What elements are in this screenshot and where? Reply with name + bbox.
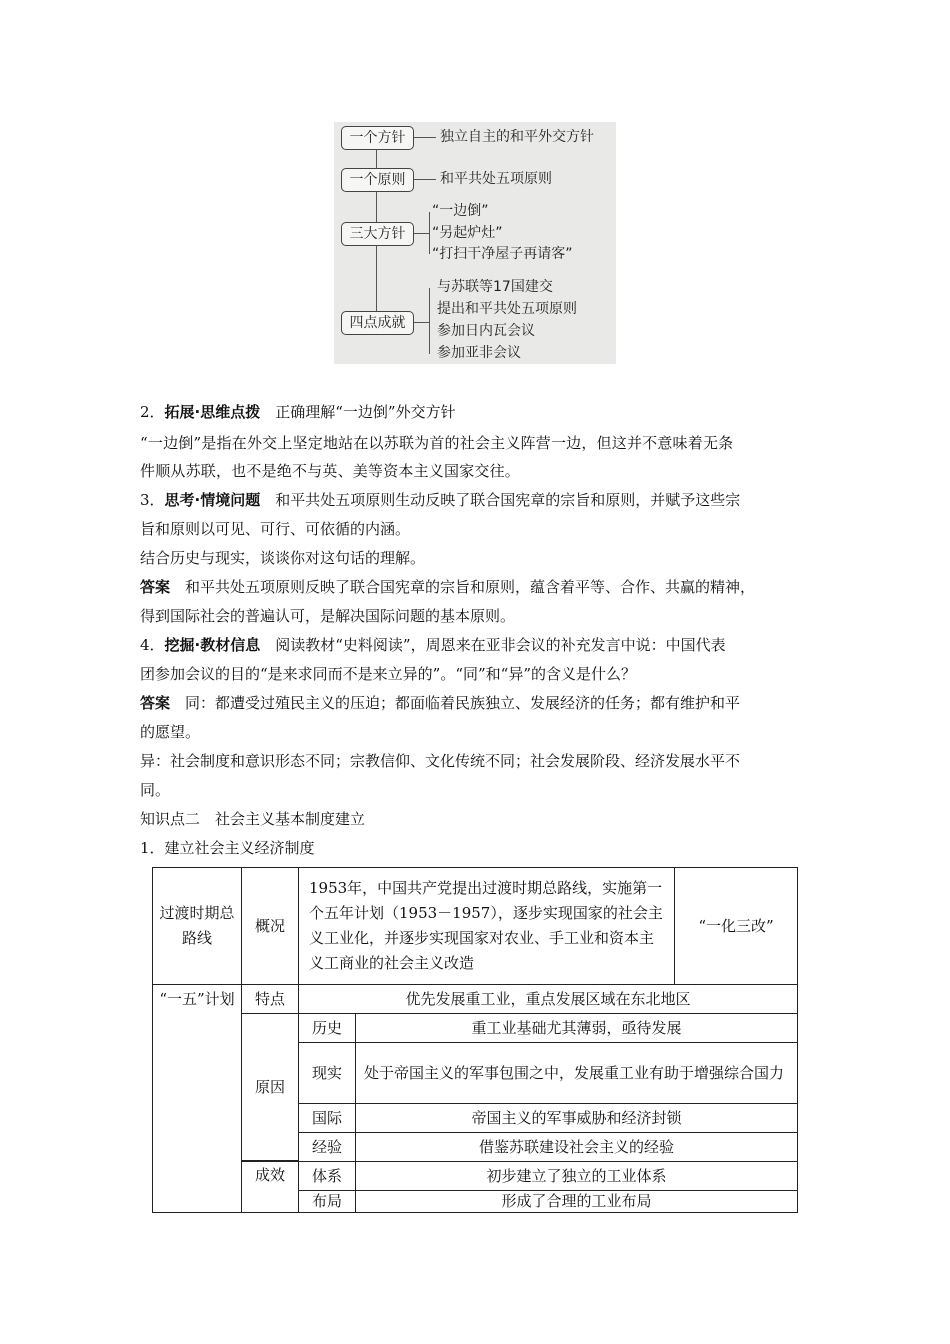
mindmap-node-1: 一个方针 [341,126,414,150]
section-number: 3． [140,491,165,509]
table-cell-content: 重工业基础尤其薄弱，亟待发展 [355,1013,798,1043]
mindmap-item: 独立自主的和平外交方针 [440,129,594,145]
table-cell-content: 处于帝国主义的军事包围之中，发展重工业有助于增强综合国力 [355,1042,798,1104]
table-cell-key: 历史 [298,1013,356,1043]
section-3-question: 结合历史与现实，谈谈你对这句话的理解。 [140,549,426,567]
table-cell-label: 概况 [241,867,299,985]
section-text: 和平共处五项原则生动反映了联合国宪章的宗旨和原则，并赋予这些宗 [275,491,741,509]
section-4-answer-line: 的愿望。 [140,723,201,741]
mindmap-item: 和平共处五项原则 [440,171,552,187]
answer-text: 同：都遭受过殖民主义的压迫；都面临着民族独立、发展经济的任务；都有维护和平 [185,694,741,712]
table-cell-label: 原因 [241,1013,299,1161]
mindmap-item: 与苏联等17国建交 [437,279,553,295]
section-label: 挖掘·教材信息 [164,636,261,654]
mindmap-item: 参加亚非会议 [437,345,521,361]
section-3-text-line: 旨和原则以可见、可行、可依循的内涵。 [140,520,411,538]
mindmap-item: “另起炉灶” [432,225,503,241]
section-number: 4． [140,636,165,654]
table-cell-key: 现实 [298,1042,356,1104]
section-2-body-line: 件顺从苏联，也不是绝不与英、美等资本主义国家交往。 [140,462,521,480]
section-title: 正确理解“一边倒”外交方针 [275,403,456,421]
mindmap-node-3: 三大方针 [341,222,414,246]
table-cell-content: 借鉴苏联建设社会主义的经验 [355,1132,798,1162]
mindmap-item: 参加日内瓦会议 [437,323,535,339]
table-cell-header: 过渡时期总路线 [152,867,242,985]
table-cell-content: 形成了合理的工业布局 [355,1190,798,1213]
section-4-heading [140,635,726,655]
table-cell-header: “一五”计划 [152,984,242,1213]
section-4-answer-line: 异：社会制度和意识形态不同；宗教信仰、文化传统不同；社会发展阶段、经济发展水平不 [140,752,741,770]
section-2-heading [140,402,456,422]
section-text: 阅读教材“史料阅读”，周恩来在亚非会议的补充发言中说：中国代表 [275,636,726,654]
mindmap-item: “打扫干净屋子再请客” [432,246,573,262]
section-number: 2． [140,403,165,421]
table-cell-content: 优先发展重工业，重点发展区域在东北地区 [298,984,798,1014]
section-3-answer [140,577,755,597]
section-4-answer [140,693,740,713]
table-cell-summary: “一化三改” [674,867,798,985]
table-cell-key: 经验 [298,1132,356,1162]
mindmap-bracket [429,288,434,354]
mindmap-node-4: 四点成就 [341,311,414,335]
table-cell-content: 帝国主义的军事威胁和经济封锁 [355,1103,798,1133]
table-cell-content: 1953年，中国共产党提出过渡时期总路线，实施第一个五年计划（1953－1957），逐步实现国家的社会主义工业化，并逐步实现国家对农业、手工业和资本主义工商业的社会主义改造 [298,867,675,985]
mindmap-connector [414,322,429,323]
answer-label: 答案 [140,578,171,596]
section-4-text-line: 团参加会议的目的“是来求同而不是来立异的”。“同”和“异”的含义是什么？ [140,665,637,683]
answer-text: 和平共处五项原则反映了联合国宪章的宗旨和原则，蕴含着平等、合作、共赢的精神， [185,578,756,596]
mindmap-connector [414,137,436,138]
table-cell-key: 体系 [298,1161,356,1191]
section-3-heading [140,490,740,510]
knowledge-point-title: 知识点二 社会主义基本制度建立 [140,810,366,828]
table-cell-label: 成效 [241,1161,299,1213]
mindmap-connector [414,233,429,234]
mindmap-item: 提出和平共处五项原则 [437,301,577,317]
answer-label: 答案 [140,694,171,712]
mindmap-figure [334,122,616,364]
mindmap-item: “一边倒” [432,203,489,219]
section-label: 拓展·思维点拨 [164,403,261,421]
mindmap-connector [414,179,436,180]
table-cell-key: 布局 [298,1190,356,1213]
section-4-answer-line: 同。 [140,781,171,799]
mindmap-node-2: 一个原则 [341,168,414,192]
table-cell-label: 特点 [241,984,299,1014]
section-label: 思考·情境问题 [164,491,261,509]
table-cell-content: 初步建立了独立的工业体系 [355,1161,798,1191]
section-2-body-line: “一边倒”是指在外交上坚定地站在以苏联为首的社会主义阵营一边，但这并不意味着无条 [140,434,734,452]
knowledge-subtitle: 1．建立社会主义经济制度 [140,839,315,857]
table-cell-key: 国际 [298,1103,356,1133]
section-3-answer-line: 得到国际社会的普遍认可，是解决国际问题的基本原则。 [140,607,516,625]
